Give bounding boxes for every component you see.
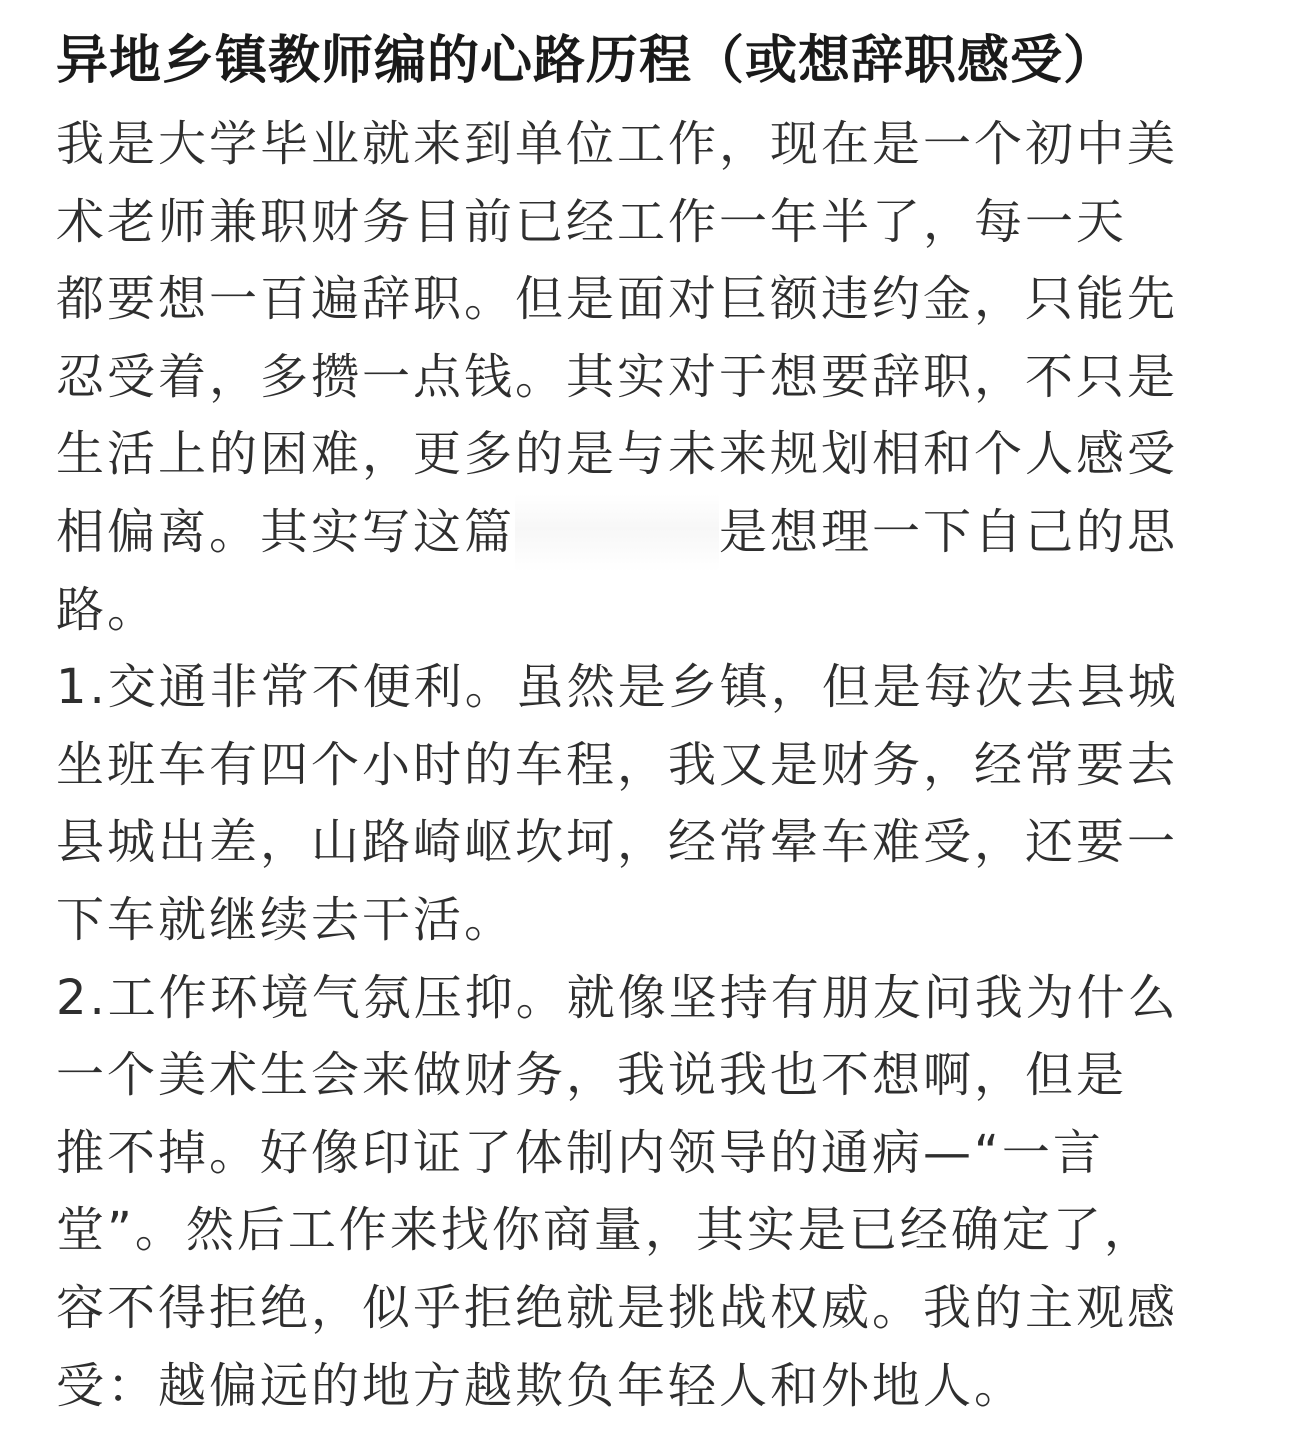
- numbered-point-line: 2.工作环境气氛压抑。就像坚持有朋友问我为什么: [56, 969, 1179, 1026]
- paragraph-line: 生活上的困难，更多的是与未来规划相和个人感受: [56, 426, 1179, 483]
- line-end: 是想理一下自己的思: [719, 503, 1179, 560]
- paragraph-line: 一个美术生会来做财务，我说我也不想啊，但是: [56, 1047, 1128, 1104]
- paragraph-line: 县城出差，山路崎岖坎坷，经常晕车难受，还要一: [56, 814, 1179, 871]
- paragraph-line: 我是大学毕业就来到单位工作，现在是一个初中美: [56, 116, 1179, 172]
- paragraph-line: 推不掉。好像印证了体制内领导的通病—“一言: [56, 1124, 1104, 1181]
- obscured-text: [515, 494, 719, 572]
- numbered-point-line: 1.交通非常不便利。虽然是乡镇，但是每次去县城: [56, 659, 1179, 716]
- paragraph-line: 都要想一百遍辞职。但是面对巨额违约金，只能先: [56, 271, 1179, 328]
- paragraph-line: 坐班车有四个小时的车程，我又是财务，经常要去: [56, 736, 1179, 793]
- paragraph-line: 忍受着，多攒一点钱。其实对于想要辞职，不只是: [56, 348, 1179, 405]
- article-body: [56, 106, 1262, 1425]
- paragraph-line: 下车就继续去干活。: [56, 891, 516, 948]
- line-start: 相偏离。其实写这篇: [56, 503, 516, 560]
- article: [56, 0, 1262, 1425]
- paragraph-line: 受：越偏远的地方越欺负年轻人和外地人。: [56, 1357, 1026, 1414]
- paragraph-line: 术老师兼职财务目前已经工作一年半了，每一天: [56, 193, 1128, 250]
- paragraph-line: 堂”。然后工作来找你商量，其实是已经确定了，: [56, 1202, 1155, 1259]
- article-title: 异地乡镇教师编的心路历程（或想辞职感受）: [56, 31, 1117, 91]
- paragraph-line: 路。: [56, 581, 159, 638]
- paragraph-line: 容不得拒绝，似乎拒绝就是挑战权威。我的主观感: [56, 1279, 1179, 1336]
- paragraph-line-with-obscured-text: [56, 494, 1262, 572]
